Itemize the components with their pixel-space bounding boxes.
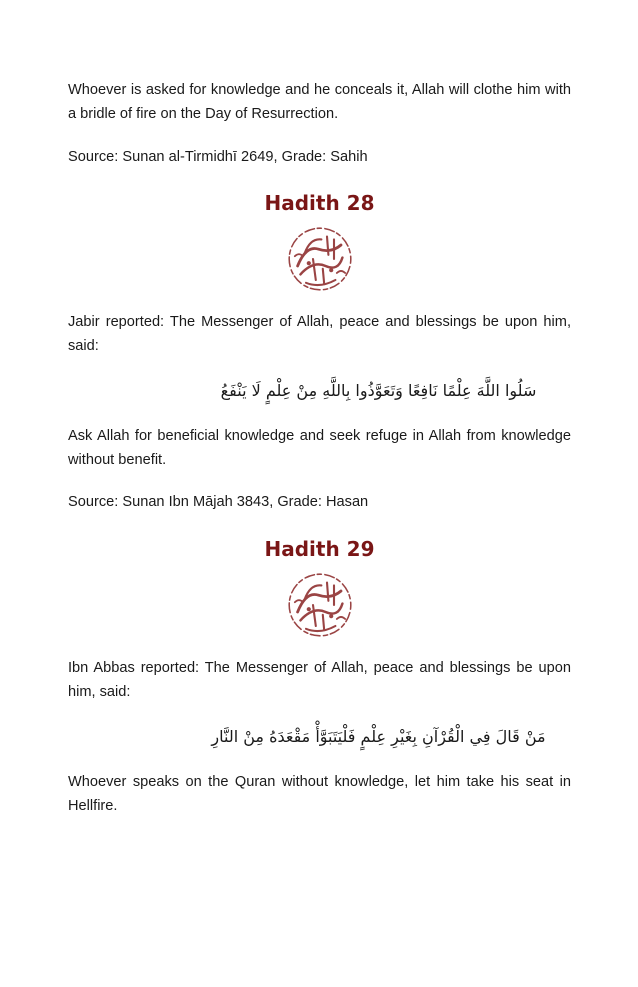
intro-source: Source: Sunan al-Tirmidhī 2649, Grade: Sahih (68, 149, 368, 165)
hadith-29-narration: Ibn Abbas reported: The Messenger of Allah, peace and blessings be upon him, said: (68, 660, 571, 700)
hadith-29-seal (68, 570, 571, 640)
hadith-28-translation: Ask Allah for beneficial knowledge and seek refuge in Allah from knowledge without benefit. (68, 428, 571, 468)
intro-translation: Whoever is asked for knowledge and he conceals it, Allah will clothe him with a bridle of fire on the Day of Resurrection. (68, 82, 571, 122)
hadith-29-translation: Whoever speaks on the Quran without knowledge, let him take his seat in Hellfire. (68, 774, 571, 814)
calligraphy-seal-icon (285, 224, 355, 294)
hadith-28-seal (68, 224, 571, 294)
hadith-29-heading: Hadith 29 (264, 537, 375, 561)
document-page (68, 78, 571, 818)
hadith-28-narration: Jabir reported: The Messenger of Allah, peace and blessings be upon him, said: (68, 314, 571, 354)
hadith-28-arabic: سَلُوا اللَّهَ عِلْمًا نَافِعًا وَتَعَوَّذُوا بِاللَّهِ مِنْ عِلْمٍ لَا يَنْفَعُ (220, 381, 537, 400)
hadith-29-arabic: مَنْ قَالَ فِي الْقُرْآنِ بِغَيْرِ عِلْمٍ فَلْيَتَبَوَّأْ مَقْعَدَهُ مِنْ النَّارِ (211, 727, 546, 746)
hadith-28-heading: Hadith 28 (264, 191, 375, 215)
calligraphy-seal-icon (285, 570, 355, 640)
hadith-28-source: Source: Sunan Ibn Mājah 3843, Grade: Hasan (68, 494, 369, 510)
